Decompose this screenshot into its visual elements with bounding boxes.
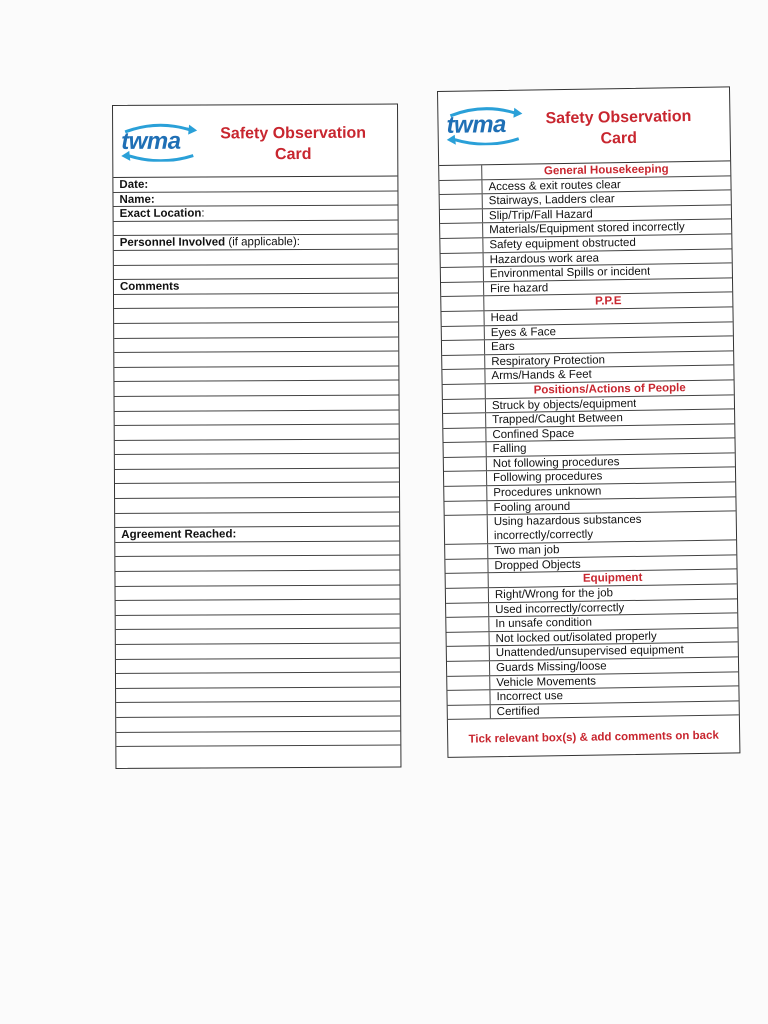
form-field-row: Exact Location:	[114, 206, 398, 222]
checklist	[439, 161, 739, 720]
blank-line	[115, 483, 399, 499]
checklist-item-label: Unattended/unsupervised equipment	[495, 644, 684, 660]
checklist-item-label: Incorrect use	[496, 690, 564, 704]
checklist-item-label: Not locked out/isolated properly	[495, 630, 657, 645]
blank-line	[114, 264, 398, 280]
personnel-row: Personnel Involved (if applicable):	[114, 235, 398, 251]
blank-line	[115, 556, 399, 572]
tick-box[interactable]	[441, 253, 484, 267]
tick-box[interactable]	[443, 413, 486, 427]
blank-line	[115, 512, 399, 528]
tick-box[interactable]	[442, 355, 485, 369]
tick-box[interactable]	[439, 180, 482, 194]
checklist-item-label: Materials/Equipment stored incorrectly	[489, 221, 685, 237]
logo-text: twma	[121, 127, 181, 155]
checklist-item-label: Struck by objects/equipment	[491, 397, 637, 412]
checklist-item-label: In unsafe condition	[495, 616, 593, 631]
section-title: General Housekeeping	[481, 161, 730, 179]
blank-line	[115, 425, 399, 441]
blank-line	[116, 687, 400, 703]
checklist-item-label: Safety equipment obstructed	[489, 236, 636, 252]
blank-line	[114, 249, 398, 265]
checklist-item-label: Head	[490, 311, 519, 325]
twma-logo	[444, 105, 525, 146]
blank-line	[116, 600, 400, 616]
blank-line	[116, 716, 400, 732]
tick-box[interactable]	[447, 632, 490, 646]
form-field-row	[113, 177, 397, 193]
checklist-item-label: Dropped Objects	[494, 558, 581, 572]
blank-line	[116, 673, 400, 689]
checklist-item-label: Guards Missing/loose	[495, 660, 607, 675]
tick-box[interactable]	[442, 370, 485, 384]
blank-line	[114, 220, 398, 236]
checklist-item-label: Access & exit routes clear	[488, 178, 621, 193]
checklist-item-label: Right/Wrong for the job	[494, 587, 614, 602]
blank-line	[116, 629, 400, 645]
tick-box[interactable]	[447, 647, 490, 661]
form-field-row	[113, 191, 397, 207]
tick-box[interactable]	[443, 428, 486, 442]
blank-line	[115, 498, 399, 514]
checklist-item	[445, 512, 736, 546]
blank-line	[116, 658, 400, 674]
blank-line	[114, 322, 398, 338]
blank-line	[114, 337, 398, 353]
checklist-item-label: Slip/Trip/Fall Hazard	[488, 208, 593, 222]
blank-line	[115, 541, 399, 557]
checklist-item-label: Confined Space	[492, 427, 575, 441]
blank-line	[114, 366, 398, 382]
tick-box[interactable]	[442, 326, 485, 340]
blank-line	[115, 439, 399, 455]
footer-note: Tick relevant box(s) & add comments on back	[468, 730, 719, 746]
tick-box[interactable]	[446, 588, 489, 602]
tick-box[interactable]	[440, 224, 483, 238]
tick-box[interactable]	[446, 603, 489, 617]
tick-box[interactable]	[444, 472, 487, 486]
card-title: Safety Observation Card	[220, 124, 367, 164]
tick-box[interactable]	[444, 501, 487, 515]
tick-box[interactable]	[440, 238, 483, 252]
checklist-item-label: Stairways, Ladders clear	[488, 193, 615, 208]
section-title: Equipment	[488, 570, 737, 588]
blank-line	[114, 352, 398, 368]
logo-text: twma	[446, 110, 507, 139]
tick-box[interactable]	[444, 486, 487, 500]
personnel-label: Personnel Involved	[119, 236, 226, 250]
checklist-item-label: Using hazardous substances incorrectly/correctly	[493, 514, 642, 543]
checklist-item-label: Following procedures	[493, 470, 603, 485]
checklist-item-label: Falling	[492, 442, 527, 456]
agreement-row	[115, 527, 399, 543]
tick-box[interactable]	[445, 545, 488, 559]
checklist-item-label: Environmental Spills or incident	[489, 265, 651, 281]
blank-line	[115, 395, 399, 411]
blank-line	[115, 468, 399, 484]
card-header	[113, 105, 397, 178]
checklist-item-label: Fooling around	[493, 500, 571, 514]
section-title: P.P.E	[483, 293, 732, 311]
tick-box[interactable]	[442, 340, 485, 354]
blank-line	[114, 293, 398, 309]
tick-box[interactable]	[445, 516, 488, 545]
checklist-item-label: Vehicle Movements	[496, 675, 597, 689]
field-label: Name:	[119, 193, 155, 206]
checklist-item-label: Procedures unknown	[493, 485, 602, 500]
blank-line	[114, 381, 398, 397]
checklist-item-label: Trapped/Caught Between	[492, 412, 623, 427]
tick-box[interactable]	[440, 209, 483, 223]
blank-line	[116, 614, 400, 630]
tick-box[interactable]	[448, 705, 491, 719]
checklist-item-label: Certified	[496, 705, 540, 718]
checklist-item-label: Arms/Hands & Feet	[491, 368, 592, 383]
tick-box[interactable]	[444, 443, 487, 457]
observation-card-back	[437, 86, 740, 758]
twma-logo	[119, 122, 199, 162]
card-title: Safety Observation Card	[545, 108, 692, 148]
checklist-item-label: Respiratory Protection	[491, 354, 606, 368]
tick-box[interactable]	[447, 676, 490, 690]
tick-box[interactable]	[443, 399, 486, 413]
tick-box[interactable]	[440, 194, 483, 208]
blank-line	[116, 644, 400, 660]
checklist-item-label: Two man job	[494, 544, 560, 558]
checklist-item-label: Eyes & Face	[490, 325, 557, 339]
tick-box[interactable]	[441, 311, 484, 325]
tick-box[interactable]	[441, 282, 484, 296]
blank-line	[115, 571, 399, 587]
front-form-rows	[113, 177, 400, 748]
checklist-item-label: Hazardous work area	[489, 252, 600, 266]
field-label: Date:	[119, 178, 149, 191]
tick-box[interactable]	[445, 559, 488, 573]
blank-line	[115, 454, 399, 470]
checklist-item-label: Used incorrectly/correctly	[495, 601, 625, 616]
observation-card-front	[112, 104, 401, 769]
field-label: Exact Location	[119, 207, 202, 221]
blank-line	[115, 410, 399, 426]
blank-line	[116, 585, 400, 601]
agreement-label: Agreement Reached:	[121, 528, 237, 542]
tick-box[interactable]	[447, 661, 490, 675]
checklist-item-label: Fire hazard	[490, 282, 549, 295]
tick-box[interactable]	[446, 617, 489, 631]
tick-box[interactable]	[444, 457, 487, 471]
blank-line	[116, 702, 400, 718]
card-header	[438, 87, 730, 166]
checklist-item-label: Ears	[490, 340, 515, 354]
checklist-item-label: Not following procedures	[492, 456, 620, 471]
comments-row	[114, 279, 398, 295]
comments-label: Comments	[119, 280, 180, 294]
blank-line	[116, 731, 400, 747]
tick-box[interactable]	[447, 690, 490, 704]
section-title: Positions/Actions of People	[485, 380, 734, 398]
blank-line	[114, 308, 398, 324]
tick-box[interactable]	[441, 267, 484, 281]
